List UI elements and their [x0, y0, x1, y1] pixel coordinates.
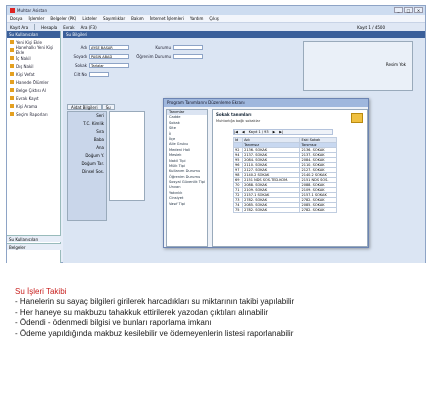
dialog-title: Program Tanımlarını Düzenleme Ekranı: [164, 99, 368, 107]
table-cell: 2782. SOKAK: [300, 208, 337, 213]
find-button[interactable]: Ara (F3): [80, 24, 97, 30]
sidebar-item[interactable]: [7, 46, 60, 54]
street-label: Sokak: [75, 63, 87, 68]
item-icon: [10, 48, 14, 52]
item-icon: [10, 80, 14, 84]
detail-panel: [67, 111, 107, 221]
table-cell: 94: [234, 153, 243, 158]
caption-line: - Hanelerin su sayaç bilgileri girilerek harcadıkları su miktarının takibi yapılabilir: [15, 297, 295, 306]
item-icon: [10, 96, 14, 100]
table-cell: 2110. SOKAK: [300, 163, 337, 168]
menu-item[interactable]: İşlemler: [28, 16, 45, 21]
table-cell: 2782. SOKAK: [243, 198, 300, 203]
app-title: Muhtar Asistan: [17, 8, 48, 13]
street-sign-icon: [351, 113, 363, 123]
person-form: [67, 41, 297, 99]
sidebar-item-label: Kişi Vefat: [16, 71, 35, 77]
doc-button[interactable]: Evrak: [63, 24, 75, 30]
definitions-list-item[interactable]: İlçe: [169, 136, 176, 141]
search-record-button[interactable]: Kayıt Ara: [10, 24, 29, 30]
definitions-list-item[interactable]: Sokak: [169, 120, 180, 125]
table-cell: 2157.1 SOKAK: [300, 193, 337, 198]
sidebar-item[interactable]: [7, 110, 60, 118]
detail-grid: [109, 111, 145, 201]
table-cell: 2110. SOKAK: [243, 163, 300, 168]
table-cell: 2151 NDS SOS.: [300, 178, 337, 183]
definitions-list-item[interactable]: Yakınlık: [169, 190, 183, 195]
tab-strip: [67, 104, 115, 110]
detail-label: Seri: [96, 113, 104, 118]
definitions-list-item[interactable]: Cinsiyet: [169, 196, 184, 201]
table-cell: 2109. SOKAK: [243, 188, 300, 193]
table-cell: 74: [234, 203, 243, 208]
surname-label: Soyadı: [73, 54, 87, 59]
menu-item[interactable]: Listeler: [82, 16, 98, 21]
table-cell: 2136. SOKAK: [300, 148, 337, 153]
table-cell: 2151 NDS SOS.TED.KOM.: [243, 178, 300, 183]
sidebar-item[interactable]: [7, 70, 60, 78]
definitions-list-item[interactable]: Medeni Hali: [169, 147, 191, 152]
table-cell: 2137. SOKAK: [300, 153, 337, 158]
item-icon: [10, 64, 14, 68]
table-cell: 2088. SOKAK: [243, 183, 300, 188]
last-icon[interactable]: ▶|: [279, 130, 284, 134]
calc-button[interactable]: Hesapla: [41, 24, 58, 30]
education-field[interactable]: [173, 54, 203, 59]
table-cell: Tanımsız: [243, 143, 300, 148]
definition-header: Sokak tanımları: [216, 112, 252, 117]
definitions-list-item[interactable]: Nakil Tipi: [169, 158, 186, 163]
institution-field[interactable]: [173, 45, 203, 50]
name-label: Adı: [80, 45, 87, 50]
menu-item[interactable]: İnternet İşlemleri: [149, 16, 184, 21]
sidebar-item[interactable]: [7, 78, 60, 86]
separator: [34, 24, 35, 30]
table-cell: 2137. SOKAK: [243, 153, 300, 158]
detail-label: Dinsel Sos.: [82, 169, 104, 174]
menu-item[interactable]: Sayımlıklar: [103, 16, 126, 21]
table-cell: 75: [234, 208, 243, 213]
sidebar: [7, 31, 61, 263]
sidebar-tab-water[interactable]: Su Kullanıcıları: [7, 235, 61, 242]
table-cell: 71: [234, 188, 243, 193]
next-icon[interactable]: ▶: [272, 130, 276, 134]
table-cell: 98: [234, 173, 243, 178]
table-cell: 72: [234, 193, 243, 198]
maximize-icon[interactable]: □: [404, 7, 413, 13]
sidebar-item-label: Evrak Kayıt: [16, 95, 39, 101]
table-cell: 2085. SOKAK: [243, 203, 300, 208]
sidebar-item[interactable]: [7, 62, 60, 70]
sidebar-item-label: İç Nakil: [16, 55, 31, 61]
definitions-list-item[interactable]: Mülk Tipi: [169, 163, 185, 168]
sidebar-item-label: Dış Nakil: [16, 63, 34, 69]
table-cell: 69: [234, 178, 243, 183]
volume-field[interactable]: [89, 72, 109, 77]
sidebar-item[interactable]: [7, 94, 60, 102]
column-header[interactable]: Id: [234, 138, 243, 143]
streets-table: [233, 137, 337, 213]
caption-line: - Ödeme yapıldığında makbuz kesilebilir ve ödemeyenlerin listesi raporlanabilir: [15, 328, 294, 338]
definitions-list: [166, 109, 208, 247]
table-cell: 2782. SOKAK: [243, 208, 300, 213]
record-navigator[interactable]: [233, 129, 333, 135]
education-label: Öğrenim Durumu: [136, 54, 171, 59]
item-icon: [10, 88, 14, 92]
sidebar-item[interactable]: [7, 54, 60, 62]
caption-block: [15, 287, 430, 339]
item-icon: [10, 112, 14, 116]
sidebar-item-label: Belge Çıktısı Al: [16, 87, 46, 93]
menu-item[interactable]: Yardım: [189, 16, 204, 21]
table-cell: 2136. SOKAK: [243, 148, 300, 153]
navigator-status: Kayıt 1 / 93: [248, 130, 269, 134]
tab-dues[interactable]: Aidat Bilgileri: [67, 104, 102, 110]
app-window: [6, 5, 426, 263]
window-controls: [394, 7, 423, 13]
volume-label: Cilt No: [73, 72, 87, 77]
table-cell: 2140.2 SOKAK: [300, 173, 337, 178]
sidebar-item-label: Hanehalkı Yeni Kişi Ekle: [15, 45, 54, 55]
menu-item[interactable]: Belgeler (PK): [50, 16, 77, 21]
definitions-list-header: Tanımlar: [167, 110, 207, 115]
definitions-list-item[interactable]: Sosyal Güvenlik Tipi: [169, 180, 206, 185]
item-icon: [10, 72, 14, 76]
sidebar-header: Su Kullanıcıları: [7, 31, 60, 38]
detail-label: Baba: [93, 137, 104, 142]
detail-label: Doğum Tar.: [81, 161, 104, 166]
table-cell: 70: [234, 183, 243, 188]
record-status: Kayıt 1 / 4500: [357, 24, 385, 30]
table-cell: 2084. SOKAK: [243, 158, 300, 163]
table-cell: 97: [234, 168, 243, 173]
table-cell: 2085. SOKAK: [300, 203, 337, 208]
no-photo-label: Resim Yok: [385, 62, 406, 67]
definitions-list-item[interactable]: Unvan: [169, 185, 181, 190]
surname2-label: Kurumu: [155, 45, 171, 50]
definitions-list-item[interactable]: Cadde: [169, 115, 181, 120]
main-header: Su Bilgileri: [63, 31, 425, 38]
surname-field[interactable]: PAŞİN ABAD: [89, 54, 129, 59]
table-cell: 2109. SOKAK: [300, 188, 337, 193]
table-cell: 2140.2 SOKAK: [243, 173, 300, 178]
table-cell: Tanımsız: [300, 143, 337, 148]
main-panel: [63, 31, 425, 263]
tab-water[interactable]: Su: [102, 104, 115, 110]
toolbar: [7, 23, 425, 31]
minimize-icon[interactable]: _: [394, 7, 403, 13]
first-icon[interactable]: |◀: [234, 130, 238, 134]
table-cell: 96: [234, 163, 243, 168]
table-row[interactable]: [234, 178, 337, 183]
sidebar-item-label: Hanede Ölümler: [16, 79, 49, 85]
table-cell: 2157.1 SOKAK: [243, 193, 300, 198]
menu-bar: [7, 15, 425, 23]
street-field[interactable]: Tarlalar: [89, 63, 129, 68]
table-cell: 2084. SOKAK: [300, 158, 337, 163]
detail-label: Sıra: [96, 129, 104, 134]
detail-label: T.C. Kimlik: [83, 121, 104, 126]
menu-item[interactable]: Dosya: [10, 16, 23, 21]
name-field[interactable]: AYŞE BAŞAR: [89, 45, 129, 50]
definitions-list-item[interactable]: Kullanım Durumu: [169, 169, 201, 174]
caption-line: - Her haneye su makbuzu tahakkuk ettirilerek yazodan çıktıları alınabilir: [15, 307, 269, 317]
sidebar-item-label: Kişi Arama: [16, 103, 38, 109]
detail-label: Ana: [96, 145, 104, 150]
table-cell: 2127. SOKAK: [300, 168, 337, 173]
sidebar-item[interactable]: [7, 86, 60, 94]
table-cell: 95: [234, 158, 243, 163]
menu-item[interactable]: Bakım: [131, 16, 144, 21]
detail-label: Doğum Y.: [85, 153, 104, 158]
sidebar-tab-documents[interactable]: Belgeler: [7, 243, 61, 250]
title-bar: [7, 6, 425, 15]
definitions-list-item[interactable]: Site: [169, 126, 176, 131]
table-row[interactable]: [234, 208, 337, 213]
definitions-list-item[interactable]: Öğrenim Durumu: [169, 174, 201, 179]
app-icon: [10, 8, 15, 13]
table-cell: 2088. SOKAK: [300, 183, 337, 188]
column-header[interactable]: Eski Sokak: [300, 138, 337, 143]
column-header[interactable]: Adı: [243, 138, 300, 143]
table-cell: 2782. SOKAK: [300, 198, 337, 203]
item-icon: [10, 40, 14, 44]
table-cell: 73: [234, 198, 243, 203]
sidebar-item-label: Yeni Kişi Ekle: [16, 39, 42, 45]
definitions-body: [212, 109, 368, 247]
definitions-list-item[interactable]: Meslek: [169, 153, 182, 158]
definitions-dialog: [163, 98, 369, 248]
photo-box: [303, 41, 413, 91]
definition-subheader: Muhtarlığa bağlı sokaklar: [216, 119, 261, 123]
sidebar-item[interactable]: [7, 102, 60, 110]
item-icon: [10, 104, 14, 108]
close-icon[interactable]: ×: [414, 7, 423, 13]
table-cell: 92: [234, 148, 243, 153]
definitions-list-item[interactable]: Aile Grubu: [169, 142, 188, 147]
caption-line: - Ödendi - ödenmedi bilgisi ve bunları raporlama imkanı: [15, 318, 212, 327]
sidebar-item-label: Seçim Raporları: [16, 111, 48, 117]
menu-item[interactable]: Çıkış: [209, 16, 219, 21]
caption-title: Su İşleri Takibi: [15, 287, 67, 296]
definitions-list-item[interactable]: İl: [169, 131, 172, 136]
prev-icon[interactable]: ◀: [241, 130, 245, 134]
item-icon: [10, 56, 14, 60]
table-cell: 2127. SOKAK: [243, 168, 300, 173]
definitions-list-item[interactable]: Vasıf Tipi: [169, 201, 186, 206]
